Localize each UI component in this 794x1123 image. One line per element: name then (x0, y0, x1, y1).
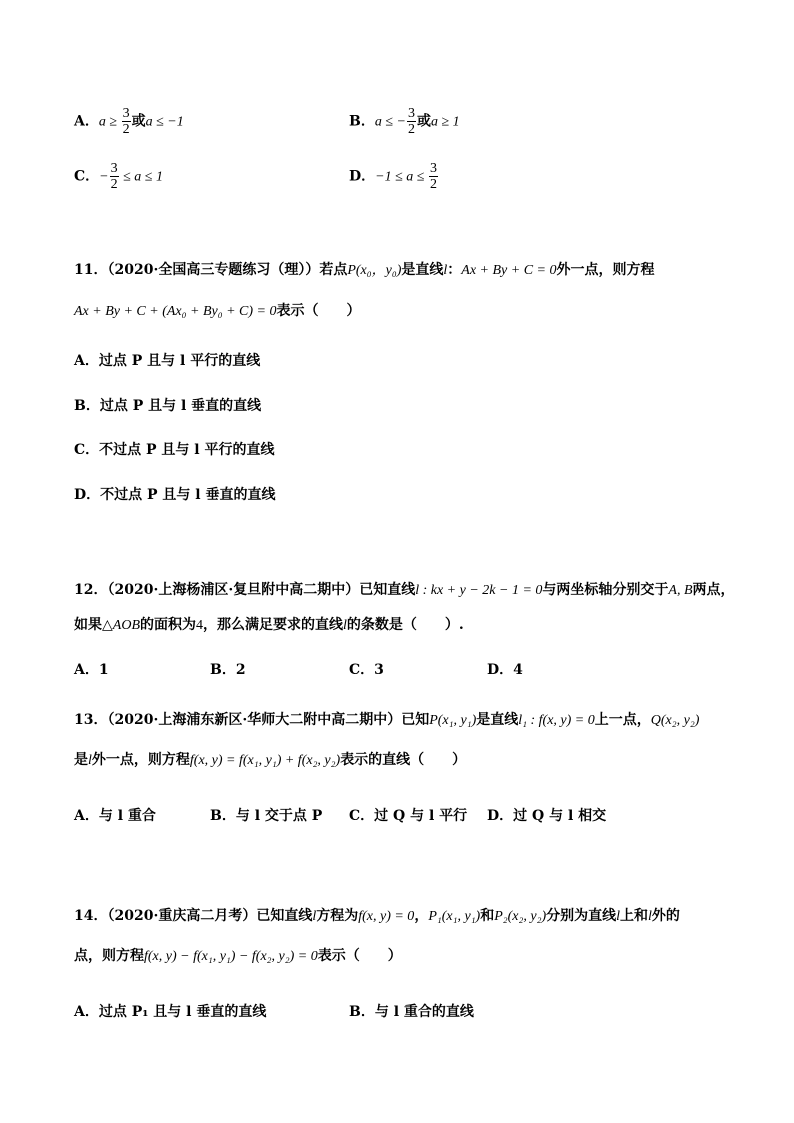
math: l (443, 263, 448, 278)
text: ，那么满足要求的直线 (203, 617, 343, 633)
math: l (343, 618, 347, 633)
text: 是直线 (476, 712, 519, 728)
text: ： (447, 262, 462, 278)
q13-option-b: B．与 l 交于点 P (210, 808, 323, 824)
numerator: 3 (429, 161, 437, 176)
text: 两点， (692, 582, 735, 598)
numerator: 3 (122, 106, 130, 121)
conjunction: 或 (131, 113, 146, 130)
q11-option-d: D．不过点 P 且与 l 垂直的直线 (74, 487, 276, 503)
math: −1 ≤ a ≤ (375, 169, 428, 185)
numerator: 3 (110, 161, 118, 176)
text: 是直线 (401, 262, 444, 278)
math: Q(x₂, y₂) (650, 713, 700, 728)
fraction (429, 161, 438, 192)
q14-stem-line1 (74, 906, 680, 927)
text: 是 (74, 752, 88, 768)
math: a ≥ (98, 114, 121, 130)
question-number: 14． (74, 908, 108, 924)
text: 表示的直线（ ） (340, 752, 467, 768)
denominator: 2 (122, 122, 130, 137)
text: 若点 (319, 262, 348, 278)
math: l₁ : f(x, y) = 0 (518, 713, 595, 728)
math: l (648, 909, 652, 924)
math: A, B (668, 583, 693, 598)
fraction (110, 161, 119, 192)
q13-stem-line2 (74, 750, 466, 771)
math: P(x₁, y₁) (429, 713, 477, 728)
math: P₂(x₂, y₂) (494, 909, 547, 924)
math: P₁(x₁, y₁) (428, 909, 481, 924)
option-label: B． (349, 113, 375, 130)
denominator: 2 (407, 122, 415, 137)
text: 已知直线 (256, 908, 313, 924)
denominator: 2 (110, 177, 118, 192)
fraction (122, 106, 131, 137)
text: 的条数是（ ）. (346, 617, 464, 633)
denominator: 2 (429, 177, 437, 192)
conjunction: 或 (416, 113, 431, 130)
math: AOB (112, 618, 140, 633)
q10-option-b (349, 106, 460, 137)
text: 外一点，则方程 (556, 262, 655, 278)
q10-option-a (74, 106, 184, 137)
math: l (88, 753, 92, 768)
q11-option-a: A．过点 P 且与 l 平行的直线 (74, 353, 261, 369)
text: 分别为直线 (546, 908, 617, 924)
math: 4 (196, 618, 203, 633)
math: l (616, 909, 621, 924)
math: a ≥ 1 (430, 114, 460, 130)
text: 已知 (401, 712, 430, 728)
numerator: 3 (407, 106, 415, 121)
q13-option-d: D．过 Q 与 l 相交 (487, 808, 607, 824)
text: 与两坐标轴分别交于 (542, 582, 669, 598)
math: f(x, y) = 0 (358, 909, 415, 924)
math: l (312, 909, 317, 924)
q12-option-b: B．2 (210, 662, 246, 678)
q11-option-c: C．不过点 P 且与 l 平行的直线 (74, 442, 275, 458)
question-source: （2020·上海浦东新区·华师大二附中高二期中） (107, 712, 402, 728)
math: Ax + By + C + (Ax₀ + By₀ + C) = 0 (74, 304, 277, 319)
option-label: A． (74, 113, 99, 130)
math: P(x₀，y₀) (347, 263, 402, 278)
math: a ≤ − (374, 114, 406, 130)
text: 表示（ ） (317, 948, 402, 964)
q13-stem-line1 (74, 710, 699, 731)
text: 点，则方程 (74, 948, 144, 964)
text: 方程为 (316, 908, 359, 924)
math: a ≤ −1 (145, 114, 184, 130)
q13-option-c: C．过 Q 与 l 平行 (349, 808, 468, 824)
q10-option-c (74, 161, 163, 192)
q11-option-b: B．过点 P 且与 l 垂直的直线 (74, 398, 262, 414)
text: 如果△ (74, 617, 113, 633)
math: l : kx + y − 2k − 1 = 0 (415, 583, 543, 598)
question-number: 12． (74, 582, 108, 598)
question-source: （2020·上海杨浦区·复旦附中高二期中） (107, 582, 360, 598)
q12-option-d: D．4 (487, 662, 523, 678)
text: 上和 (620, 908, 649, 924)
q12-stem-line2 (74, 615, 464, 636)
text: 外一点，则方程 (91, 752, 190, 768)
text: 外的 (651, 908, 680, 924)
text: ， (414, 908, 429, 924)
math: Ax + By + C = 0 (461, 263, 557, 278)
q12-option-c: C．3 (349, 662, 384, 678)
q14-option-b: B．与 l 重合的直线 (349, 1004, 474, 1020)
math: f(x, y) = f(x₁, y₁) + f(x₂, y₂) (189, 753, 341, 768)
question-number: 13． (74, 712, 108, 728)
q13-option-a: A．与 l 重合 (74, 808, 156, 824)
text: 表示（ ） (276, 303, 361, 319)
q12-option-a: A．1 (74, 662, 109, 678)
text: 和 (480, 908, 495, 924)
q10-option-d (349, 161, 439, 192)
q11-stem-line1 (74, 260, 654, 281)
question-number: 11． (74, 262, 108, 278)
math: ≤ a ≤ 1 (119, 169, 163, 185)
math: f(x, y) − f(x₁, y₁) − f(x₂, y₂) = 0 (144, 949, 318, 964)
q11-stem-line2 (74, 301, 360, 322)
question-source: （2020·重庆高二月考） (107, 908, 257, 924)
text: 已知直线 (359, 582, 416, 598)
q14-option-a: A．过点 P₁ 且与 l 垂直的直线 (74, 1004, 267, 1020)
question-source: （2020·全国高三专题练习（理）） (107, 262, 320, 278)
fraction (407, 106, 416, 137)
option-label: D． (349, 168, 376, 185)
text: 上一点， (594, 712, 651, 728)
q14-stem-line2 (74, 946, 402, 967)
q12-stem-line1 (74, 580, 735, 601)
option-label: C． (74, 168, 100, 185)
text: 的面积为 (140, 617, 196, 633)
math: − (99, 169, 109, 185)
